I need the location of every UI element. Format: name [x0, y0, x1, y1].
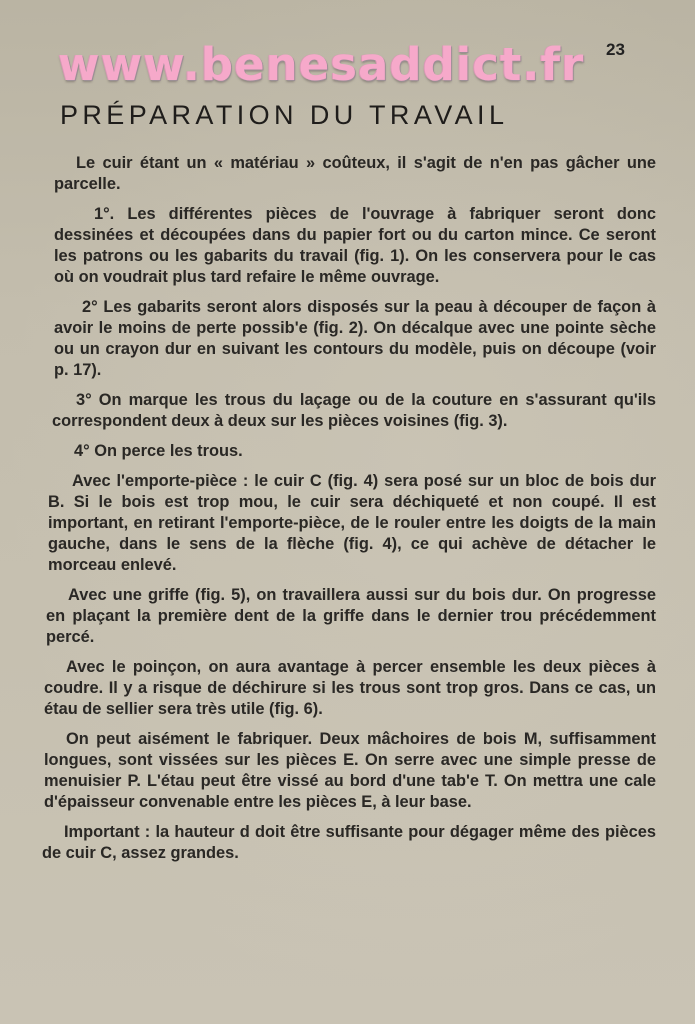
page-title: PRÉPARATION DU TRAVAIL [60, 100, 509, 130]
paragraph-intro: Le cuir étant un « matériau » coûteux, il s'agit de n'en pas gâcher une parcelle. [54, 154, 656, 193]
paragraph-step-3: 3° On marque les trous du laçage ou de la couture en s'assurant qu'ils correspondent deux à deux sur les pièces voisines (fig. 3). [52, 391, 656, 430]
paragraph-step-2: 2° Les gabarits seront alors disposés sur la peau à découper de façon à avoir le moins de perte possib'e (fig. 2). On décalque avec une pointe sèche ou un crayon dur en suivant les contours du modèle, puis on découpe (voir p. 17). [54, 298, 656, 379]
paragraph-etau: On peut aisément le fabriquer. Deux mâchoires de bois M, suffisamment longues, sont vissées sur les pièces E. On serre avec une simple presse de menuisier P. L'étau peut être vissé au bord d'une tab'e T. On mettra une cale d'épaisseur convenable entre les pièces E, à leur base. [44, 730, 656, 811]
paragraph-griffe: Avec une griffe (fig. 5), on travaillera aussi sur du bois dur. On progresse en plaçant la première dent de la griffe dans le dernier trou précédemment percé. [46, 586, 656, 646]
page-number: 23 [606, 40, 625, 59]
watermark-text: www.benesaddict.fr [58, 38, 585, 91]
paragraph-important: Important : la hauteur d doit être suffisante pour dégager même des pièces de cuir C, assez grandes. [42, 823, 656, 862]
paragraph-emporte-piece: Avec l'emporte-pièce : le cuir C (fig. 4) sera posé sur un bloc de bois dur B. Si le bois est trop mou, le cuir sera déchiqueté et non coupé. Il est important, en retirant l'emporte-pièce, de le rouler entre les doigts de la main gauche, dans le sens de la flèche (fig. 4), ce qui achève de détacher le morceau enlevé. [48, 472, 656, 574]
body-text [44, 153, 656, 873]
paragraph-step-4: 4° On perce les trous. [74, 442, 243, 460]
paragraph-poincon: Avec le poinçon, on aura avantage à percer ensemble les deux pièces à coudre. Il y a risque de déchirure si les trous sont trop gros. Dans ce cas, un étau de sellier sera très utile (fig. 6). [44, 658, 656, 718]
paragraph-step-1: 1°. Les différentes pièces de l'ouvrage à fabriquer seront donc dessinées et découpées dans du papier fort ou du carton mince. Ce seront les patrons ou les gabarits du travail (fig. 1). On les conservera pour le cas où on voudrait plus tard refaire le même ouvrage. [54, 205, 656, 286]
